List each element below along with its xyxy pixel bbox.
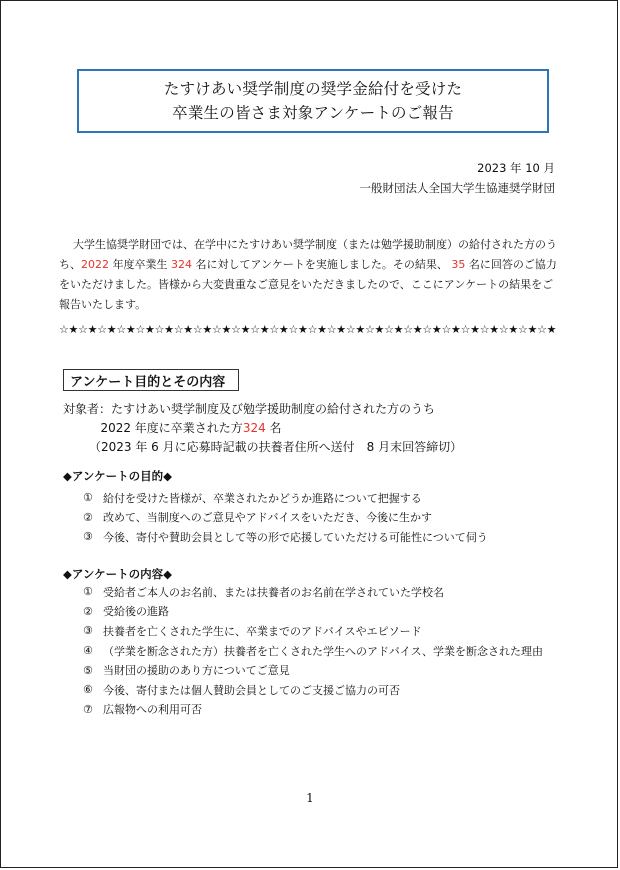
- star-divider: ☆★☆★☆★☆★☆★☆★☆★☆★☆★☆★☆★☆★☆★☆★☆★☆★☆★☆★☆★☆★☆★☆★☆★☆★☆★☆★: [59, 323, 557, 336]
- item-number: ④: [83, 644, 93, 658]
- intro-year: 2022: [81, 258, 109, 271]
- target-line-3: （2023 年 6 月に応募時記載の扶養者住所へ送付 8 月末回答締切）: [89, 440, 463, 454]
- item-text: 今後、寄付または個人賛助会員としてのご支援ご協力の可否: [103, 683, 400, 697]
- purpose-heading: ◆アンケートの目的◆: [63, 469, 172, 483]
- page-number: 1: [306, 791, 314, 805]
- report-date: 2023 年 10 月: [477, 161, 555, 175]
- item-text: 当財団の援助のあり方についてご意見: [103, 664, 290, 678]
- target-block: [63, 400, 462, 457]
- purpose-list: [83, 488, 488, 547]
- intro-text-a: 大学生協奨学財団では、在学中にたすけあい奨学制度（または勉学援助制度）の給付された方のうち、: [59, 238, 557, 271]
- list-item: [83, 660, 543, 680]
- item-text: 受給者ご本人のお名前、または扶養者のお名前在学されていた学校名: [103, 585, 444, 599]
- section-title: アンケート目的とその内容: [70, 374, 226, 390]
- item-number: ①: [83, 585, 93, 599]
- item-text: 広報物への利用可否: [103, 703, 202, 717]
- title-line-2: 卒業生の皆さま対象アンケートのご報告: [172, 104, 454, 122]
- list-item: [83, 527, 488, 547]
- intro-text-b: 年度卒業生: [112, 258, 168, 271]
- item-number: ③: [83, 624, 93, 638]
- list-item: [83, 602, 543, 622]
- item-number: ②: [83, 510, 93, 524]
- list-item: [83, 641, 543, 661]
- content-heading: ◆アンケートの内容◆: [63, 567, 172, 581]
- item-number: ⑦: [83, 702, 93, 716]
- item-text: 改めて、当制度へのご意見やアドバイスをいただき、今後に生かす: [103, 511, 433, 525]
- target-line-2: [63, 419, 462, 438]
- item-number: ⑥: [83, 683, 93, 697]
- content-list: [83, 582, 543, 719]
- intro-paragraph: [59, 235, 563, 315]
- target-line-1: 対象者：たすけあい奨学制度及び勉学援助制度の給付された方のうち: [63, 402, 436, 416]
- title-line-1: たすけあい奨学制度の奨学金給付を受けた: [163, 80, 463, 98]
- item-text: （学業を断念された方）扶養者を亡くされた学生へのアドバイス、学業を断念された理由: [103, 644, 543, 658]
- list-item: [83, 582, 543, 602]
- title-box: [77, 69, 549, 133]
- intro-responses: 35: [451, 258, 466, 271]
- intro-text-c: 名に対してアンケートを実施しました。その結果、: [195, 258, 448, 271]
- item-number: ①: [83, 491, 93, 505]
- target-line-2-b: 名: [269, 421, 282, 435]
- list-item: [83, 680, 543, 700]
- target-count: 324: [242, 421, 266, 435]
- item-number: ③: [83, 530, 93, 544]
- item-number: ②: [83, 604, 93, 618]
- item-text: 給付を受けた皆様が、卒業されたかどうか進路について把握する: [103, 491, 422, 505]
- section-title-box: [63, 369, 239, 391]
- item-text: 扶養者を亡くされた学生に、卒業までのアドバイスやエピソード: [103, 624, 422, 638]
- organization-name: 一般財団法人全国大学生協連奨学財団: [359, 181, 555, 195]
- target-line-2-a: 2022 年度に卒業された方: [100, 421, 243, 435]
- list-item: [83, 488, 488, 508]
- list-item: [83, 621, 543, 641]
- intro-text-d: 名に回答のご協力をいただけました。皆様から大変貴重なご意見をいただきましたので、ここにアンケートの結果をご報告いたします。: [59, 258, 557, 311]
- intro-count: 324: [171, 258, 192, 271]
- item-text: 受給後の進路: [103, 605, 169, 619]
- item-number: ⑤: [83, 663, 93, 677]
- item-text: 今後、寄付や賛助会員として等の形で応援していただける可能性について伺う: [103, 530, 488, 544]
- list-item: [83, 508, 488, 528]
- list-item: [83, 700, 543, 720]
